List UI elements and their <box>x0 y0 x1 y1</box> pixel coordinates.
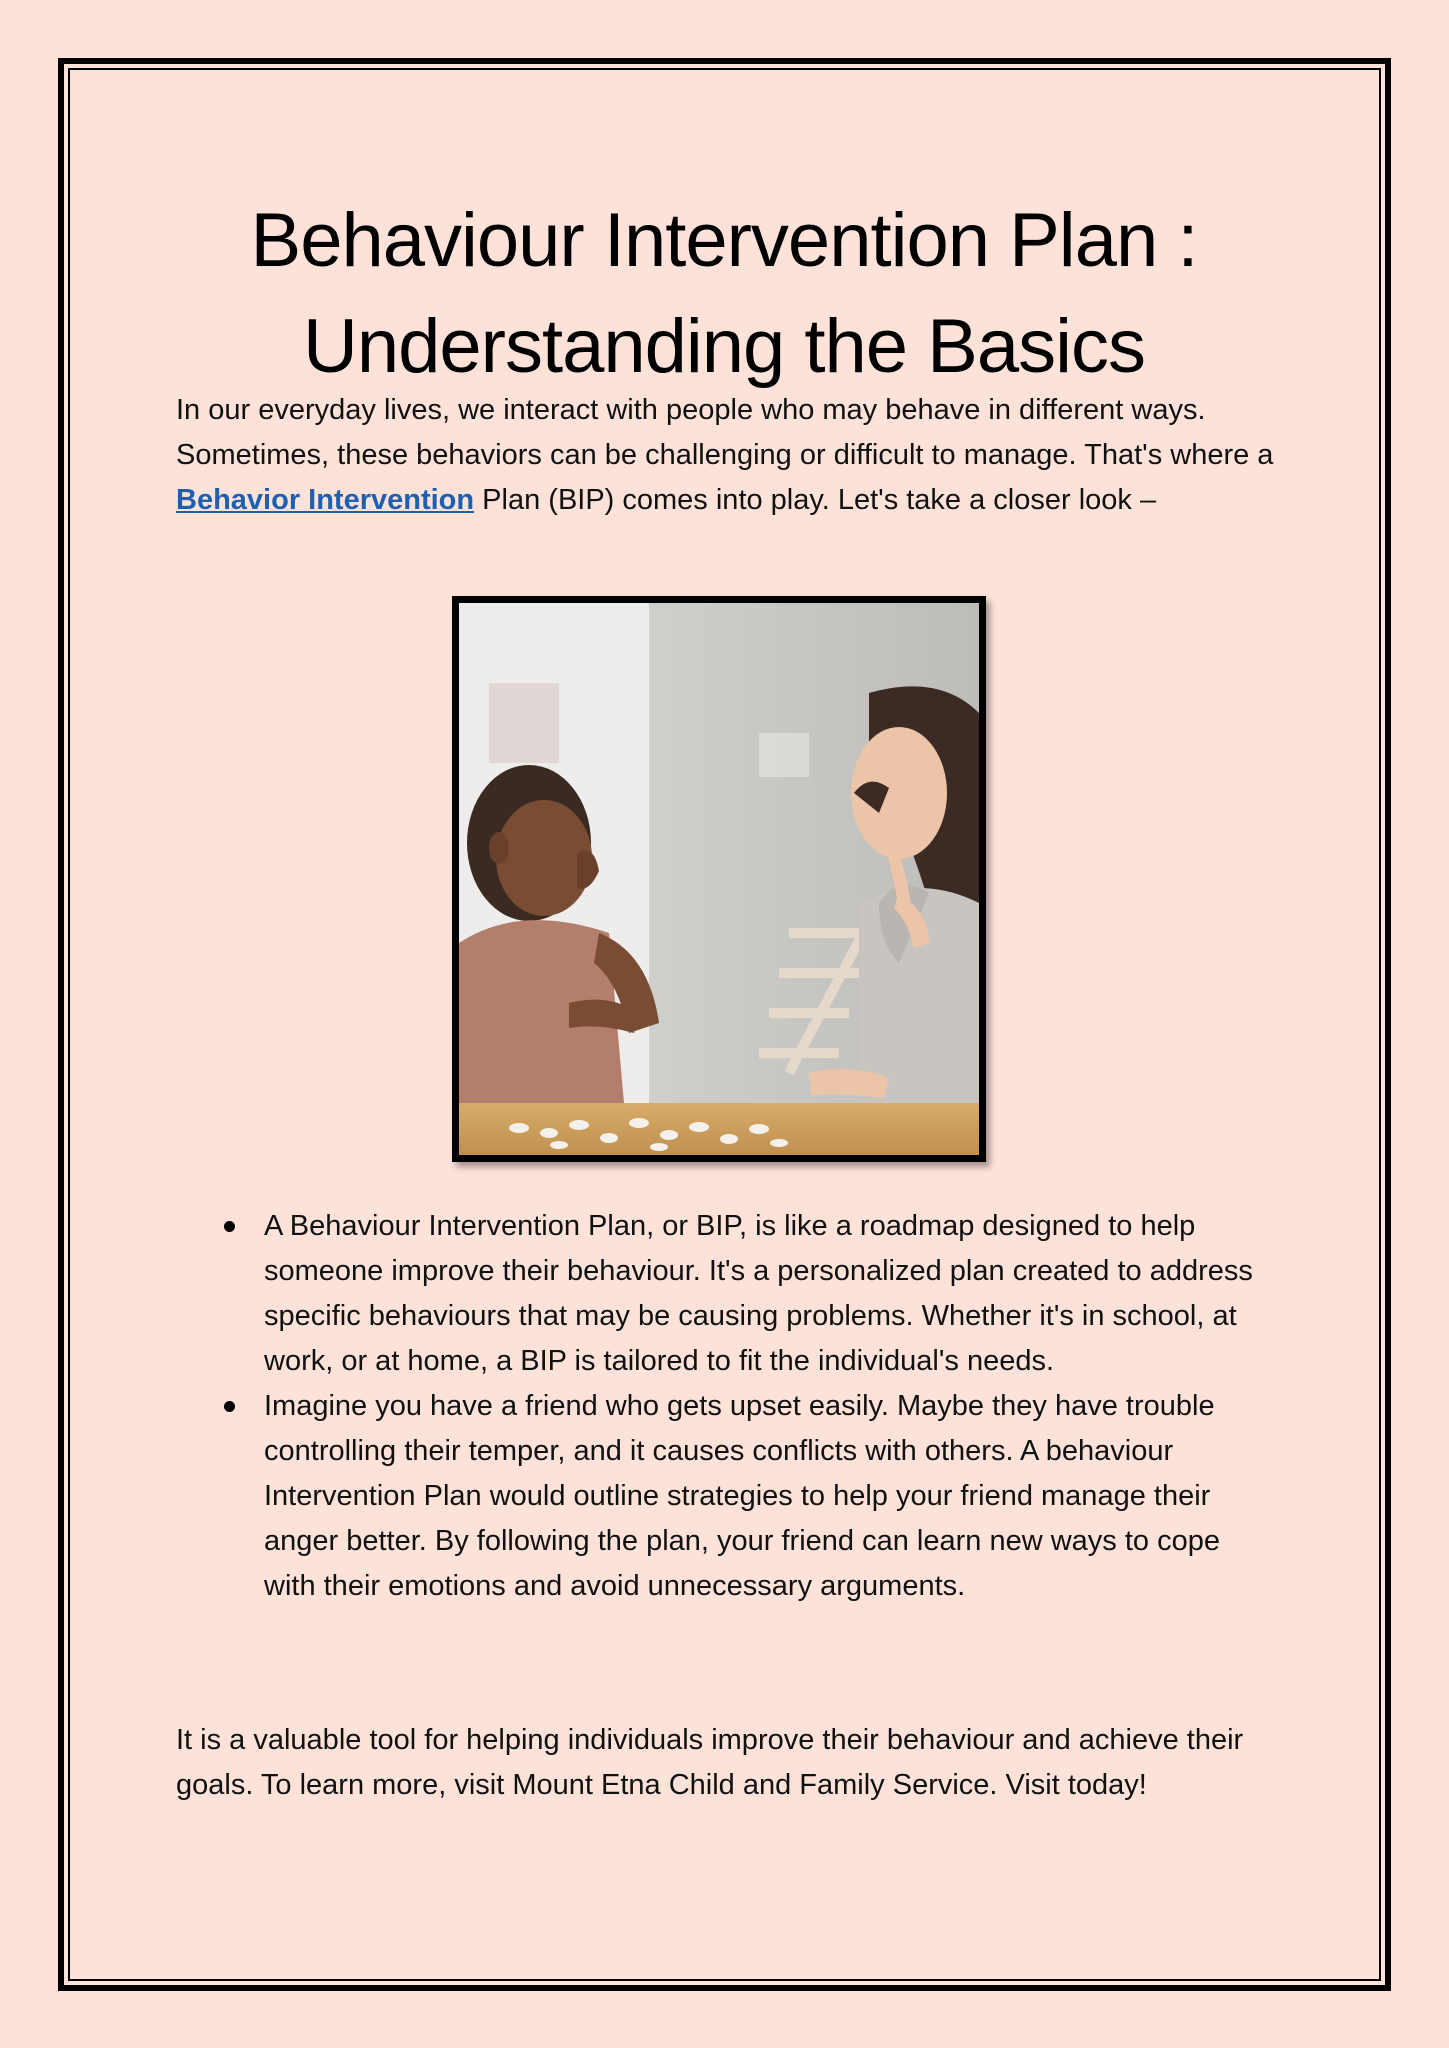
list-item <box>176 1384 1276 1609</box>
bullet-icon <box>224 1401 235 1412</box>
bullet-icon <box>224 1221 235 1232</box>
bullet-text: A Behaviour Intervention Plan, or BIP, is like a roadmap designed to help someone improve their behaviour. It's a personalized plan created to address specific behaviours that may be causing problems. Whether it's in school, at work, or at home, a BIP is tailored to fit the individual's needs. <box>264 1210 1253 1377</box>
closing-paragraph: It is a valuable tool for helping individuals improve their behaviour and achieve their goals. To learn more, visit Mount Etna Child and Family Service. Visit today! <box>176 1724 1244 1801</box>
bullet-list <box>176 1204 1276 1609</box>
list-item <box>176 1204 1276 1384</box>
title-line-1: Behaviour Intervention Plan : <box>250 198 1198 283</box>
intro-text-end: Plan (BIP) comes into play. Let's take a closer look – <box>474 484 1157 516</box>
intro-text-start: In our everyday lives, we interact with people who may behave in different ways. Sometimes, these behaviors can be challenging or difficult to manage. That's where a <box>176 394 1274 471</box>
page-title <box>160 188 1288 400</box>
intro-paragraph <box>176 388 1286 523</box>
photo-child-speech-therapy-icon <box>459 603 979 1155</box>
article-photo <box>452 596 986 1162</box>
bullet-text: Imagine you have a friend who gets upset easily. Maybe they have trouble controlling their temper, and it causes conflicts with others. A behaviour Intervention Plan would outline strategies to help your friend manage their anger better. By following the plan, your friend can learn new ways to cope with their emotions and avoid unnecessary arguments. <box>264 1390 1220 1602</box>
behavior-intervention-link[interactable]: Behavior Intervention <box>176 484 475 516</box>
title-line-2: Understanding the Basics <box>302 304 1146 389</box>
